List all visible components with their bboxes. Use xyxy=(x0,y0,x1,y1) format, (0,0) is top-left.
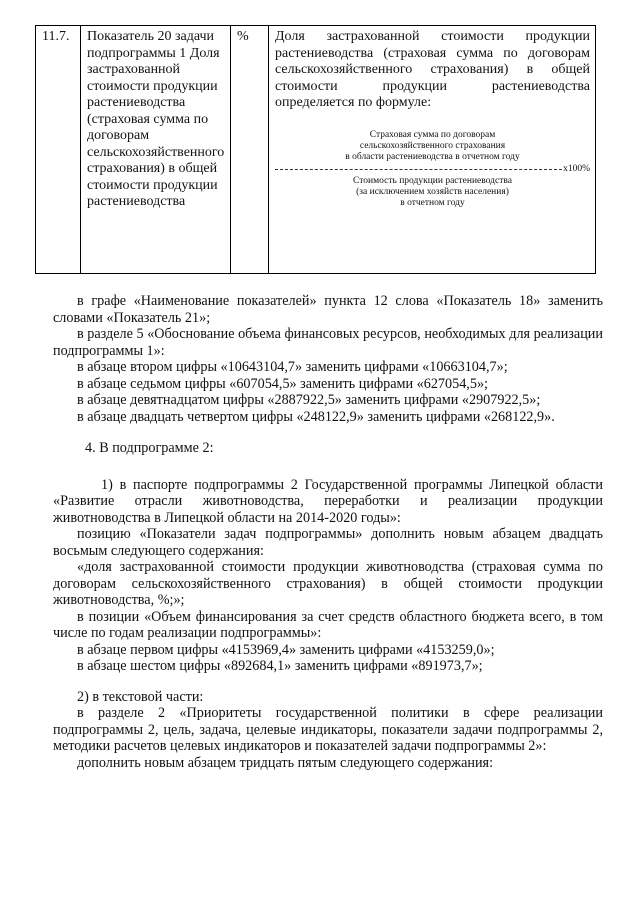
paragraph: «доля застрахованной стоимости продукции животноводства (страховая сумма по договорам сельскохозяйственного страхования) в общей стоимости продукции животноводства, %;»; xyxy=(53,559,603,608)
spacer xyxy=(53,457,603,477)
paragraph: в разделе 2 «Приоритеты государственной политики в сфере реализации подпрограммы 2, цель, задача, целевые индикаторы, показатели задачи подпрограммы 2, методики расчетов целевых индикаторов и показателей задачи подпрограммы 2»: xyxy=(53,705,603,754)
calculation-formula xyxy=(275,130,590,209)
row-number-cell: 11.7. xyxy=(36,26,81,274)
table-row xyxy=(36,26,596,274)
fraction-line xyxy=(275,169,562,170)
fraction-bar xyxy=(275,164,590,175)
formula-denominator-line-3: в отчетном году xyxy=(400,197,465,208)
paragraph: в позиции «Объем финансирования за счет средств областного бюджета всего, в том числе по годам реализации подпрограммы»: xyxy=(53,608,603,641)
unit-cell: % xyxy=(231,26,269,274)
paragraph: дополнить новым абзацем тридцать пятым следующего содержания: xyxy=(77,754,494,771)
paragraph: позицию «Показатели задач подпрограммы» дополнить новым абзацем двадцать восьмым следующего содержания: xyxy=(53,526,603,559)
paragraph: в абзаце девятнадцатом цифры «2887922,5» заменить цифрами «2907922,5»; xyxy=(77,392,541,408)
paragraph: 1) в паспорте подпрограммы 2 Государственной программы Липецкой области «Развитие отрасли животноводства, переработки и реализации продукции животноводства в Липецкой области на 2014-2020 годы»: xyxy=(53,476,603,526)
paragraph: в абзаце седьмом цифры «607054,5» заменить цифрами «627054,5»; xyxy=(77,375,488,392)
section-heading: 4. В подпрограмме 2: xyxy=(85,440,214,456)
spacer xyxy=(53,425,603,440)
description-text: Доля застрахованной стоимости продукции растениеводства (страховая сумма по договорам сельскохозяйственного страхования) в общей стоимости продукции растениеводства определяется по формуле: xyxy=(275,29,590,110)
paragraph: в графе «Наименование показателей» пункта 12 слова «Показатель 18» заменить словами «Показатель 21»; xyxy=(53,293,603,326)
formula-multiplier: x100% xyxy=(563,163,590,174)
paragraph: в разделе 5 «Обоснование объема финансовых ресурсов, необходимых для реализации подпрограммы 1»: xyxy=(53,326,603,359)
paragraph: в абзаце двадцать четвертом цифры «248122,9» заменить цифрами «268122,9». xyxy=(77,408,555,425)
formula-numerator-line-1: Страховая сумма по договорам xyxy=(369,129,496,140)
formula-denominator-line-1: Стоимость продукции растениеводства xyxy=(353,175,512,186)
paragraph: в абзаце первом цифры «4153969,4» заменить цифрами «4153259,0»; xyxy=(77,641,495,658)
formula-numerator-line-2: сельскохозяйственного страхования xyxy=(359,140,506,151)
paragraph: в абзаце шестом цифры «892684,1» заменить цифрами «891973,7»; xyxy=(77,658,483,674)
document-body xyxy=(53,293,603,771)
paragraph: в абзаце втором цифры «10643104,7» заменить цифрами «10663104,7»; xyxy=(77,359,508,375)
spacer xyxy=(53,675,603,689)
formula-denominator-line-2: (за исключением хозяйств населения) xyxy=(356,186,509,197)
description-cell xyxy=(269,26,596,274)
indicator-name-cell: Показатель 20 задачи подпрограммы 1 Доля застрахованной стоимости продукции растениеводства (страховая сумма по договорам сельскохозяйственного страхования) в общей стоимости продукции растениеводства xyxy=(81,26,231,274)
indicator-table xyxy=(35,25,596,274)
formula-numerator-line-3: в области растениеводства в отчетном году xyxy=(345,151,520,162)
paragraph: 2) в текстовой части: xyxy=(77,688,204,705)
